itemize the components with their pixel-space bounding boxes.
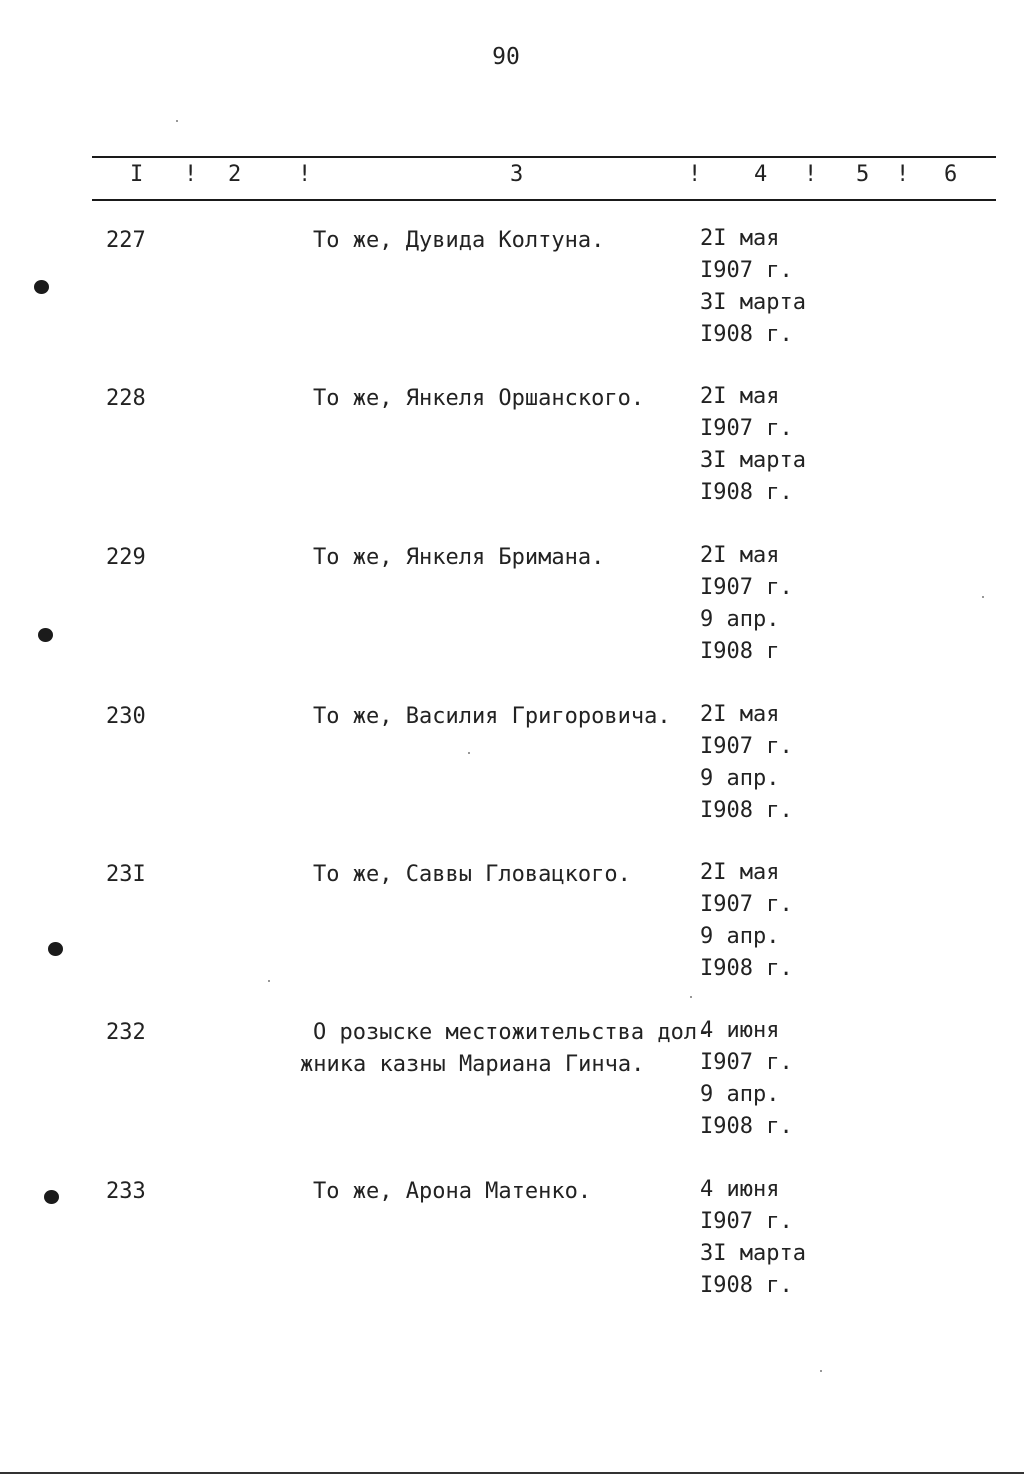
end-date-year: I908 г. <box>700 1114 793 1139</box>
punch-hole <box>38 628 53 642</box>
start-date-day: 2I мая <box>700 226 780 251</box>
header-separator: ! <box>184 162 198 187</box>
case-dates <box>700 540 793 668</box>
case-title: То же, Арона Матенко. <box>313 1179 592 1204</box>
scan-speck <box>176 120 178 122</box>
punch-hole <box>34 280 49 294</box>
header-col-1: I <box>130 162 144 187</box>
start-date-year: I907 г. <box>700 1050 793 1075</box>
header-col-6: 6 <box>944 162 958 187</box>
case-dates <box>700 857 793 985</box>
scan-speck <box>468 752 470 754</box>
end-date-year: I908 г. <box>700 1273 793 1298</box>
scan-bottom-edge <box>0 1472 1024 1474</box>
header-separator: ! <box>896 162 910 187</box>
start-date-year: I907 г. <box>700 258 793 283</box>
end-date-year: I908 г. <box>700 798 793 823</box>
header-separator: ! <box>298 162 312 187</box>
start-date-year: I907 г. <box>700 575 793 600</box>
case-title: То же, Дувида Колтуна. <box>313 228 605 253</box>
table-row <box>0 1179 1024 1309</box>
punch-hole <box>48 942 63 956</box>
case-dates <box>700 1174 806 1302</box>
case-title-continuation: жника казны Мариана Гинча. <box>300 1052 645 1077</box>
case-number: 232 <box>106 1020 146 1045</box>
end-date-year: I908 г. <box>700 956 793 981</box>
header-col-5: 5 <box>856 162 870 187</box>
case-dates <box>700 1015 793 1143</box>
end-date-day: 3I марта <box>700 290 806 315</box>
case-number: 227 <box>106 228 146 253</box>
start-date-day: 2I мая <box>700 543 780 568</box>
scan-speck <box>820 1370 822 1372</box>
case-number: 229 <box>106 545 146 570</box>
case-title: То же, Янкеля Бримана. <box>313 545 605 570</box>
punch-hole <box>44 1190 59 1204</box>
table-row <box>0 704 1024 834</box>
case-dates <box>700 381 806 509</box>
header-col-4: 4 <box>754 162 768 187</box>
table-row <box>0 862 1024 992</box>
case-number: 230 <box>106 704 146 729</box>
case-number: 23I <box>106 862 146 887</box>
scan-speck <box>982 596 984 598</box>
start-date-day: 4 июня <box>700 1018 780 1043</box>
end-date-day: 9 апр. <box>700 607 780 632</box>
start-date-year: I907 г. <box>700 734 793 759</box>
page-number: 90 <box>492 44 520 70</box>
start-date-year: I907 г. <box>700 1209 793 1234</box>
end-date-day: 3I марта <box>700 1241 806 1266</box>
case-title: То же, Василия Григоровича. <box>313 704 671 729</box>
table-row <box>0 386 1024 516</box>
table-row <box>0 545 1024 675</box>
table-row <box>0 1020 1024 1150</box>
end-date-year: I908 г. <box>700 322 793 347</box>
header-col-2: 2 <box>228 162 242 187</box>
case-title: То же, Саввы Гловацкого. <box>313 862 631 887</box>
table-header-top-rule <box>92 156 996 158</box>
scan-speck <box>268 980 270 982</box>
case-title: О розыске местожительства дол- <box>313 1020 711 1045</box>
case-dates <box>700 699 793 827</box>
start-date-day: 2I мая <box>700 384 780 409</box>
case-number: 233 <box>106 1179 146 1204</box>
start-date-day: 2I мая <box>700 702 780 727</box>
case-dates <box>700 223 806 351</box>
end-date-year: I908 г <box>700 639 780 664</box>
end-date-day: 9 апр. <box>700 766 780 791</box>
case-title: То же, Янкеля Оршанского. <box>313 386 645 411</box>
end-date-day: 9 апр. <box>700 1082 780 1107</box>
table-row <box>0 228 1024 358</box>
end-date-year: I908 г. <box>700 480 793 505</box>
case-number: 228 <box>106 386 146 411</box>
start-date-year: I907 г. <box>700 892 793 917</box>
table-header-bottom-rule <box>92 199 996 201</box>
header-separator: ! <box>804 162 818 187</box>
header-separator: ! <box>688 162 702 187</box>
start-date-year: I907 г. <box>700 416 793 441</box>
scan-speck <box>690 996 692 998</box>
header-col-3: 3 <box>510 162 524 187</box>
start-date-day: 4 июня <box>700 1177 780 1202</box>
end-date-day: 9 апр. <box>700 924 780 949</box>
start-date-day: 2I мая <box>700 860 780 885</box>
end-date-day: 3I марта <box>700 448 806 473</box>
